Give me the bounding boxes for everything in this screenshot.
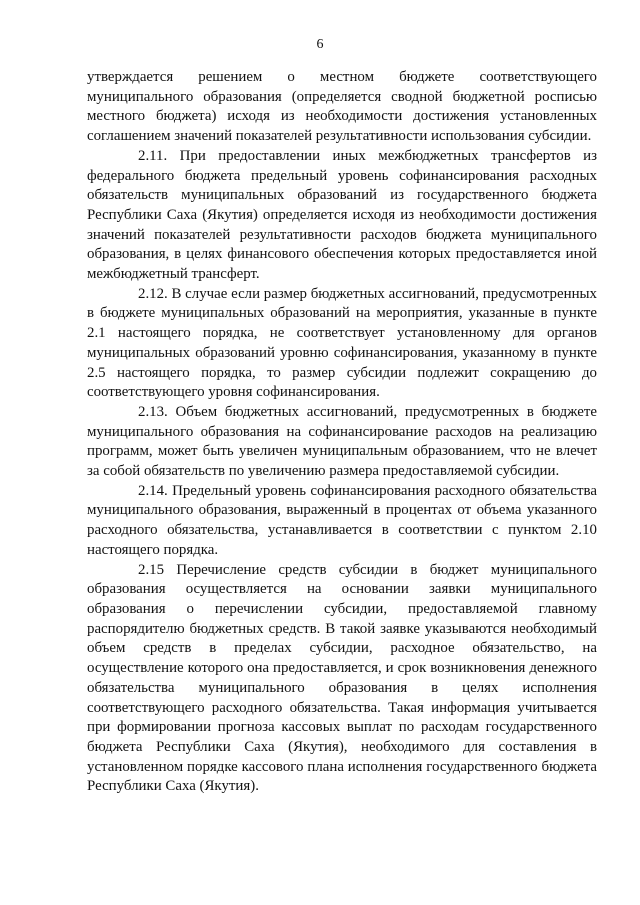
paragraph-2-15: 2.15 Перечисление средств субсидии в бюджет муниципального образования осуществляется на основании заявки муниципального образования о перечислении субсидии, предоставляемой главному распорядителю бюджетных средств. В такой заявке указываются необходимый объем средств в пределах субсидии, расходное обязательство, на осуществление которого она предоставляется, и срок возникновения денежного обязательства муниципального образования в целях исполнения соответствующего расходного обязательства. Такая информация учитывается при формировании прогноза кассовых выплат по расходам государственного бюджета Республики Саха (Якутия), необходимого для составления в установленном порядке кассового плана исполнения государственного бюджета Республики Саха (Якутия). [87,561,597,795]
page-number: 6 [316,37,324,52]
paragraph-continuation: утверждается решением о местном бюджете соответствующего муниципального образования (определяется сводной бюджетной росписью местного бюджета) исходя из необходимости достижения установленных соглашением значений показателей результативности использования субсидии. [87,69,597,145]
paragraph-2-13: 2.13. Объем бюджетных ассигнований, предусмотренных в бюджете муниципального образования на софинансирование расходов на реализацию программ, может быть увеличен муниципальным образованием, что не влечет за собой обязательств по увеличению размера предоставляемой субсидии. [87,403,597,480]
paragraph-2-14: 2.14. Предельный уровень софинансирования расходного обязательства муниципального образования, выраженный в процентах от объема указанного расходного обязательства, устанавливается в соответствии с пунктом 2.10 настоящего порядка. [87,482,597,558]
paragraph-2-11: 2.11. При предоставлении иных межбюджетных трансфертов из федерального бюджета предельный уровень софинансирования расходных обязательств муниципальных образований из государственного бюджета Республики Саха (Якутия) определяется исходя из необходимости достижения значений показателей результативности расходов бюджета муниципального образования, в целях финансового обеспечения которых предоставляется иной межбюджетный трансферт. [87,147,597,283]
paragraph-2-12: 2.12. В случае если размер бюджетных ассигнований, предусмотренных в бюджете муниципальных образований на мероприятия, указанные в пункте 2.1 настоящего порядка, не соответствует установленному для органов муниципальных образований уровню софинансирования, указанному в пункте 2.5 настоящего порядка, то размер субсидии подлежит сокращению до соответствующего уровня софинансирования. [87,285,597,401]
body-text [87,68,597,797]
